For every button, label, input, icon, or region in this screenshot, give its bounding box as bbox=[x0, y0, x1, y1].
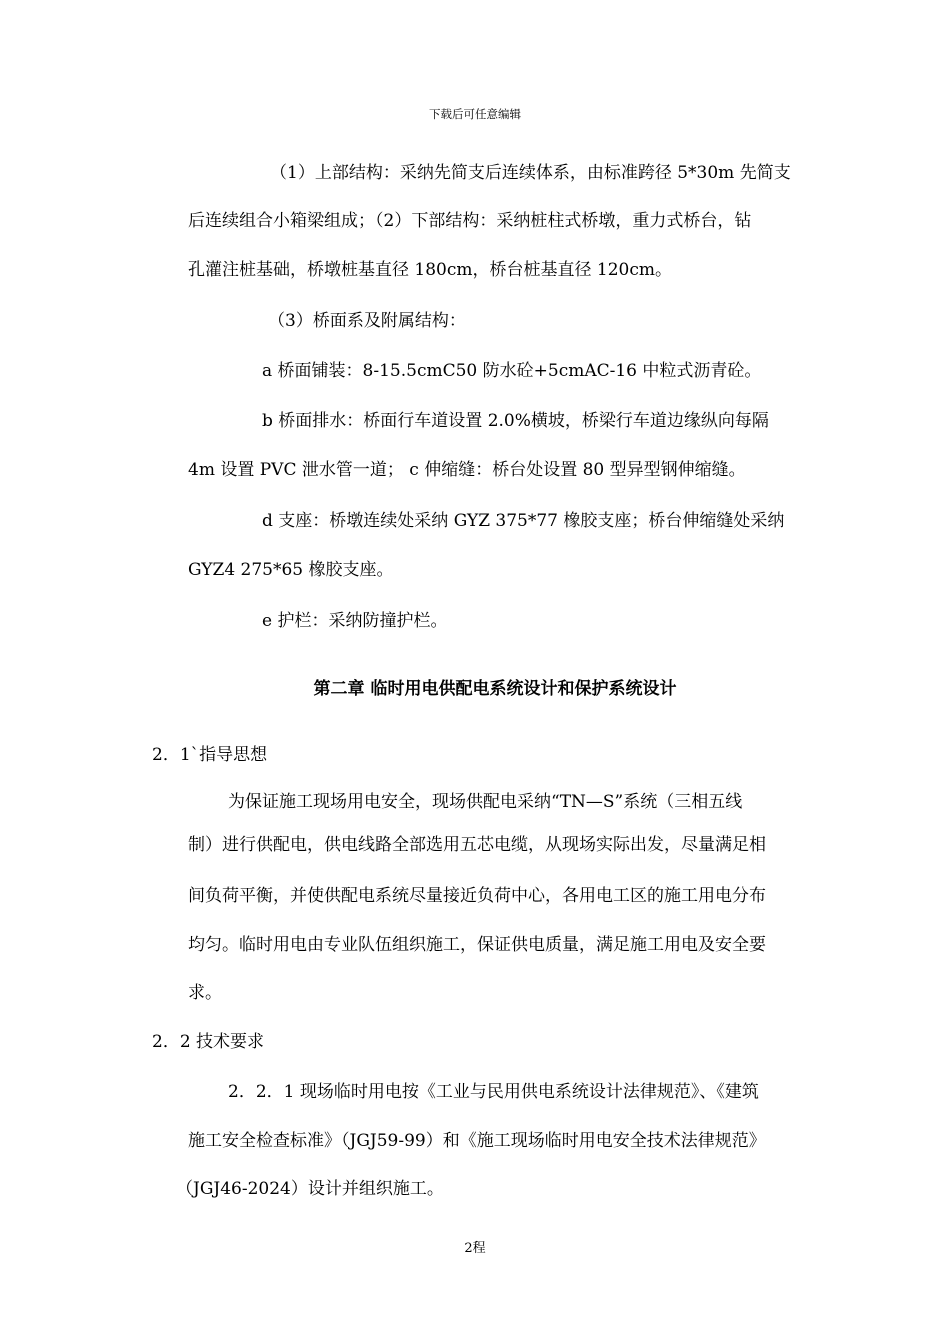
paragraph-line: （JGJ46-2024）设计并组织施工。 bbox=[176, 1179, 444, 1199]
paragraph-line: 施工安全检查标准》（JGJ59-99）和《施工现场临时用电安全技术法律规范》 bbox=[188, 1131, 766, 1151]
list-item-e: e 护栏：采纳防撞护栏。 bbox=[262, 611, 448, 631]
paragraph-line: （1）上部结构：采纳先简支后连续体系，由标准跨径 5*30m 先简支 bbox=[270, 163, 791, 183]
page-number: 2程 bbox=[464, 1241, 486, 1256]
list-item-b: b 桥面排水：桥面行车道设置 2.0%横坡，桥梁行车道边缘纵向每隔 bbox=[262, 411, 769, 431]
paragraph-line: 均匀。临时用电由专业队伍组织施工，保证供电质量，满足施工用电及安全要 bbox=[188, 935, 766, 955]
paragraph-line: 后连续组合小箱梁组成；（2）下部结构：采纳桩柱式桥墩，重力式桥台，钻 bbox=[188, 211, 752, 231]
paragraph-line: 制）进行供配电，供电线路全部选用五芯电缆，从现场实际出发，尽量满足相 bbox=[188, 835, 766, 855]
paragraph-line: 孔灌注桩基础，桥墩桩基直径 180cm，桥台桩基直径 120cm。 bbox=[188, 260, 672, 280]
paragraph-line: 为保证施工现场用电安全，现场供配电采纳“TN—S”系统（三相五线 bbox=[228, 792, 743, 812]
paragraph-line: 求。 bbox=[188, 983, 222, 1003]
list-item-d: d 支座：桥墩连续处采纳 GYZ 375*77 橡胶支座；桥台伸缩缝处采纳 bbox=[262, 511, 785, 531]
section-heading: 2．2 技术要求 bbox=[152, 1032, 265, 1052]
list-item-b-cont: 4m 设置 PVC 泄水管一道； c 伸缩缝：桥台处设置 80 型异型钢伸缩缝。 bbox=[188, 460, 746, 480]
chapter-title: 第二章 临时用电供配电系统设计和保护系统设计 bbox=[313, 679, 677, 699]
page-header: 下载后可任意编辑 bbox=[429, 107, 521, 121]
list-item-a: a 桥面铺装：8-15.5cmC50 防水砼+5cmAC-16 中粒式沥青砼。 bbox=[262, 361, 762, 381]
list-item-d-cont: GYZ4 275*65 橡胶支座。 bbox=[188, 560, 394, 580]
paragraph-line: （3）桥面系及附属结构： bbox=[268, 311, 466, 331]
paragraph-line: 2．2．1 现场临时用电按《工业与民用供电系统设计法律规范》、《建筑 bbox=[228, 1082, 759, 1102]
paragraph-line: 间负荷平衡，并使供配电系统尽量接近负荷中心，各用电工区的施工用电分布 bbox=[188, 886, 766, 906]
section-heading: 2．1`指导思想 bbox=[152, 745, 268, 765]
